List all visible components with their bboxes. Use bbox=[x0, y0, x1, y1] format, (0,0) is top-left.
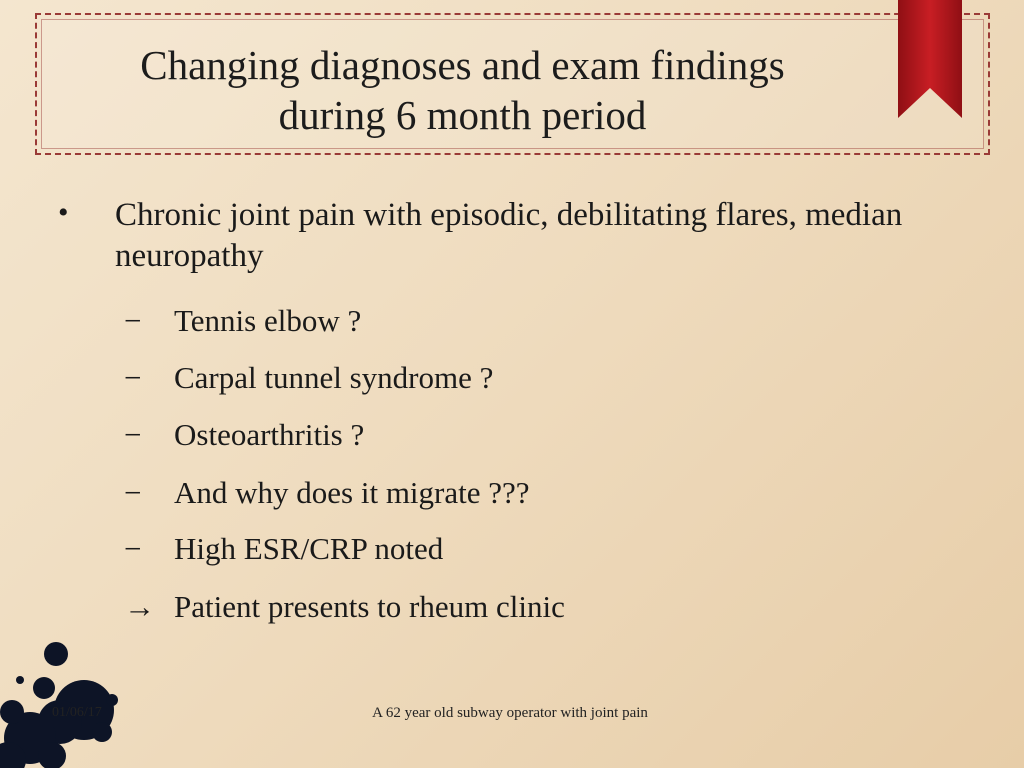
sub-item-mark: → bbox=[124, 589, 155, 624]
sub-item-mark: − bbox=[124, 303, 142, 338]
sub-item-mark: − bbox=[124, 475, 142, 510]
slide-title-line-1: Changing diagnoses and exam findings bbox=[140, 42, 785, 88]
sub-item bbox=[124, 530, 443, 568]
sub-item-text: And why does it migrate ??? bbox=[174, 475, 530, 510]
sub-item-text: High ESR/CRP noted bbox=[174, 531, 444, 566]
sub-item-text: Patient presents to rheum clinic bbox=[174, 589, 565, 624]
slide-title-line-2: during 6 month period bbox=[278, 92, 647, 138]
sub-item bbox=[124, 359, 493, 397]
main-bullet-text: Chronic joint pain with episodic, debilitating flares, median neuropathy bbox=[115, 197, 903, 274]
ink-splatter-decoration-icon bbox=[0, 600, 150, 768]
sub-item bbox=[124, 416, 364, 454]
sub-item bbox=[124, 588, 565, 626]
footer-date: 01/06/17 bbox=[52, 705, 102, 720]
sub-item-text: Carpal tunnel syndrome ? bbox=[174, 360, 494, 395]
sub-item bbox=[124, 302, 361, 340]
sub-item-text: Osteoarthritis ? bbox=[174, 417, 365, 452]
sub-item-mark: − bbox=[124, 417, 142, 452]
sub-item bbox=[124, 474, 530, 512]
sub-item-mark: − bbox=[124, 360, 142, 395]
sub-item-mark: − bbox=[124, 531, 142, 566]
main-bullet-mark: • bbox=[58, 196, 69, 229]
footer-caption: A 62 year old subway operator with joint pain bbox=[372, 705, 648, 721]
sub-item-text: Tennis elbow ? bbox=[174, 303, 362, 338]
